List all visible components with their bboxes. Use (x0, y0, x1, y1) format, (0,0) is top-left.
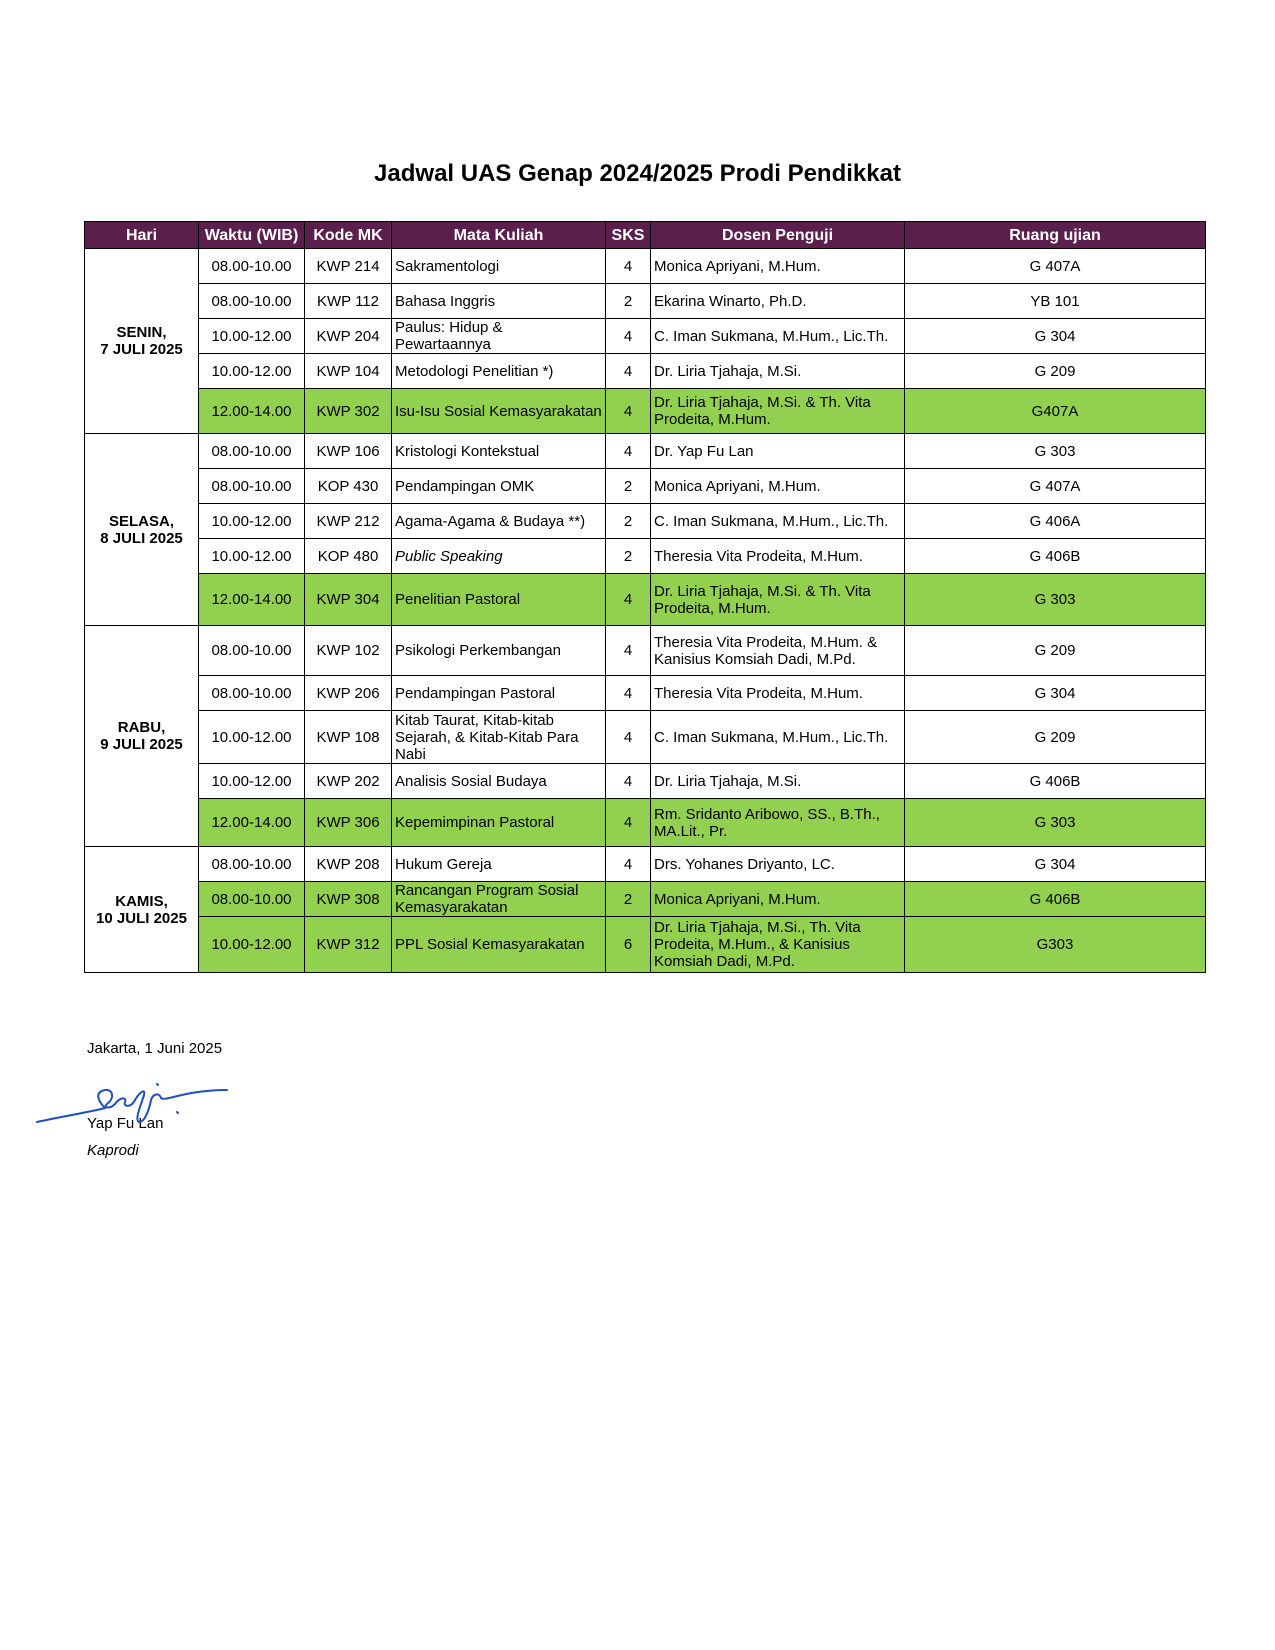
sks-cell: 4 (606, 389, 651, 434)
room-cell: G 407A (905, 469, 1206, 504)
time-cell: 12.00-14.00 (199, 389, 305, 434)
col-header-hari: Hari (85, 222, 199, 249)
time-cell: 08.00-10.00 (199, 676, 305, 711)
table-row (85, 676, 1206, 711)
sks-cell: 4 (606, 847, 651, 882)
lecturer-cell: C. Iman Sukmana, M.Hum., Lic.Th. (651, 711, 905, 764)
col-header-waktu: Waktu (WIB) (199, 222, 305, 249)
time-cell: 10.00-12.00 (199, 319, 305, 354)
course-cell: Penelitian Pastoral (392, 574, 606, 626)
time-cell: 08.00-10.00 (199, 847, 305, 882)
signer-role: Kaprodi (87, 1142, 139, 1159)
course-cell: PPL Sosial Kemasyarakatan (392, 917, 606, 973)
sks-cell: 4 (606, 799, 651, 847)
room-cell: G 304 (905, 847, 1206, 882)
place-date: Jakarta, 1 Juni 2025 (87, 1040, 223, 1057)
col-header-kode: Kode MK (305, 222, 392, 249)
table-row-highlighted (85, 799, 1206, 847)
room-cell: G 303 (905, 434, 1206, 469)
room-cell: G 303 (905, 574, 1206, 626)
code-cell: KWP 312 (305, 917, 392, 973)
sks-cell: 2 (606, 284, 651, 319)
code-cell: KWP 112 (305, 284, 392, 319)
course-cell: Agama-Agama & Budaya **) (392, 504, 606, 539)
col-header-mata-kuliah: Mata Kuliah (392, 222, 606, 249)
sks-cell: 4 (606, 764, 651, 799)
room-cell: G 406B (905, 882, 1206, 917)
lecturer-cell: C. Iman Sukmana, M.Hum., Lic.Th. (651, 504, 905, 539)
day-date: 9 JULI 2025 (100, 736, 183, 753)
lecturer-cell: Monica Apriyani, M.Hum. (651, 249, 905, 284)
course-cell: Hukum Gereja (392, 847, 606, 882)
lecturer-cell: Theresia Vita Prodeita, M.Hum. & Kanisius Komsiah Dadi, M.Pd. (651, 626, 905, 676)
day-date: 10 JULI 2025 (96, 909, 187, 927)
course-cell: Kristologi Kontekstual (392, 434, 606, 469)
sks-cell: 4 (606, 626, 651, 676)
table-header-row (85, 222, 1206, 249)
time-cell: 08.00-10.00 (199, 249, 305, 284)
room-cell: YB 101 (905, 284, 1206, 319)
time-cell: 08.00-10.00 (199, 469, 305, 504)
time-cell: 12.00-14.00 (199, 799, 305, 847)
room-cell: G303 (905, 917, 1206, 973)
day-name: SELASA, (108, 512, 174, 530)
sks-cell: 4 (606, 249, 651, 284)
lecturer-cell: Dr. Liria Tjahaja, M.Si. & Th. Vita Prodeita, M.Hum. (651, 389, 905, 434)
course-cell: Kitab Taurat, Kitab-kitab Sejarah, & Kitab-Kitab Para Nabi (392, 711, 606, 764)
time-cell: 08.00-10.00 (199, 882, 305, 917)
code-cell: KWP 108 (305, 711, 392, 764)
signer-name: Yap Fu Lan (87, 1115, 164, 1132)
table-row (85, 847, 1206, 882)
room-cell: G 304 (905, 676, 1206, 711)
sks-cell: 2 (606, 504, 651, 539)
time-cell: 10.00-12.00 (199, 539, 305, 574)
col-header-ruang: Ruang ujian (905, 222, 1206, 249)
lecturer-cell: Drs. Yohanes Driyanto, LC. (651, 847, 905, 882)
lecturer-cell: Monica Apriyani, M.Hum. (651, 882, 905, 917)
code-cell: KWP 308 (305, 882, 392, 917)
course-cell: Isu-Isu Sosial Kemasyarakatan (392, 389, 606, 434)
table-row (85, 354, 1206, 389)
col-header-sks: SKS (606, 222, 651, 249)
code-cell: KWP 306 (305, 799, 392, 847)
sks-cell: 2 (606, 882, 651, 917)
table-row (85, 504, 1206, 539)
table-row-highlighted (85, 574, 1206, 626)
page-title: Jadwal UAS Genap 2024/2025 Prodi Pendikkat (374, 160, 901, 187)
room-cell: G 209 (905, 711, 1206, 764)
day-cell (85, 626, 199, 847)
room-cell: G407A (905, 389, 1206, 434)
time-cell: 08.00-10.00 (199, 626, 305, 676)
lecturer-cell: Monica Apriyani, M.Hum. (651, 469, 905, 504)
table-row-highlighted (85, 389, 1206, 434)
time-cell: 08.00-10.00 (199, 434, 305, 469)
code-cell: KWP 204 (305, 319, 392, 354)
course-cell: Rancangan Program Sosial Kemasyarakatan (392, 882, 606, 917)
course-cell: Sakramentologi (392, 249, 606, 284)
course-cell: Public Speaking (392, 539, 606, 574)
room-cell: G 406B (905, 764, 1206, 799)
time-cell: 08.00-10.00 (199, 284, 305, 319)
code-cell: KWP 206 (305, 676, 392, 711)
time-cell: 10.00-12.00 (199, 917, 305, 973)
day-cell (85, 847, 199, 973)
table-row (85, 764, 1206, 799)
course-cell: Paulus: Hidup & Pewartaannya (392, 319, 606, 354)
handwritten-signature (35, 1070, 235, 1130)
table-row (85, 284, 1206, 319)
time-cell: 10.00-12.00 (199, 711, 305, 764)
day-name: KAMIS, (115, 892, 168, 910)
room-cell: G 406B (905, 539, 1206, 574)
room-cell: G 407A (905, 249, 1206, 284)
room-cell: G 303 (905, 799, 1206, 847)
lecturer-cell: C. Iman Sukmana, M.Hum., Lic.Th. (651, 319, 905, 354)
lecturer-cell: Ekarina Winarto, Ph.D. (651, 284, 905, 319)
sks-cell: 4 (606, 711, 651, 764)
table-row (85, 539, 1206, 574)
time-cell: 10.00-12.00 (199, 764, 305, 799)
sks-cell: 4 (606, 676, 651, 711)
lecturer-cell: Rm. Sridanto Aribowo, SS., B.Th., MA.Lit., Pr. (651, 799, 905, 847)
sks-cell: 4 (606, 434, 651, 469)
day-date: 7 JULI 2025 (100, 341, 183, 358)
time-cell: 12.00-14.00 (199, 574, 305, 626)
code-cell: KWP 302 (305, 389, 392, 434)
table-row (85, 319, 1206, 354)
sks-cell: 4 (606, 574, 651, 626)
course-cell: Metodologi Penelitian *) (392, 354, 606, 389)
code-cell: KWP 208 (305, 847, 392, 882)
time-cell: 10.00-12.00 (199, 504, 305, 539)
code-cell: KWP 304 (305, 574, 392, 626)
lecturer-cell: Dr. Liria Tjahaja, M.Si. (651, 764, 905, 799)
code-cell: KWP 106 (305, 434, 392, 469)
table-row (85, 469, 1206, 504)
time-cell: 10.00-12.00 (199, 354, 305, 389)
code-cell: KWP 214 (305, 249, 392, 284)
day-name: RABU, (117, 719, 166, 736)
lecturer-cell: Dr. Liria Tjahaja, M.Si., Th. Vita Prodeita, M.Hum., & Kanisius Komsiah Dadi, M.Pd. (651, 917, 905, 973)
room-cell: G 304 (905, 319, 1206, 354)
code-cell: KWP 202 (305, 764, 392, 799)
sks-cell: 6 (606, 917, 651, 973)
table-row (85, 711, 1206, 764)
lecturer-cell: Theresia Vita Prodeita, M.Hum. (651, 539, 905, 574)
table-row (85, 249, 1206, 284)
sks-cell: 2 (606, 469, 651, 504)
room-cell: G 406A (905, 504, 1206, 539)
room-cell: G 209 (905, 626, 1206, 676)
day-cell (85, 249, 199, 434)
code-cell: KOP 430 (305, 469, 392, 504)
lecturer-cell: Dr. Liria Tjahaja, M.Si. & Th. Vita Prodeita, M.Hum. (651, 574, 905, 626)
exam-schedule-table (84, 221, 1206, 973)
table-row (85, 434, 1206, 469)
course-cell: Pendampingan OMK (392, 469, 606, 504)
day-cell (85, 434, 199, 626)
day-name: SENIN, (116, 324, 167, 341)
lecturer-cell: Dr. Yap Fu Lan (651, 434, 905, 469)
sks-cell: 4 (606, 354, 651, 389)
course-cell: Psikologi Perkembangan (392, 626, 606, 676)
sks-cell: 4 (606, 319, 651, 354)
code-cell: KOP 480 (305, 539, 392, 574)
code-cell: KWP 212 (305, 504, 392, 539)
sks-cell: 2 (606, 539, 651, 574)
code-cell: KWP 104 (305, 354, 392, 389)
table-row-highlighted (85, 917, 1206, 973)
code-cell: KWP 102 (305, 626, 392, 676)
col-header-dosen: Dosen Penguji (651, 222, 905, 249)
table-row-highlighted (85, 882, 1206, 917)
course-cell: Pendampingan Pastoral (392, 676, 606, 711)
course-cell: Bahasa Inggris (392, 284, 606, 319)
course-cell: Analisis Sosial Budaya (392, 764, 606, 799)
table-row (85, 626, 1206, 676)
lecturer-cell: Dr. Liria Tjahaja, M.Si. (651, 354, 905, 389)
day-date: 8 JULI 2025 (100, 529, 183, 547)
room-cell: G 209 (905, 354, 1206, 389)
course-cell: Kepemimpinan Pastoral (392, 799, 606, 847)
lecturer-cell: Theresia Vita Prodeita, M.Hum. (651, 676, 905, 711)
